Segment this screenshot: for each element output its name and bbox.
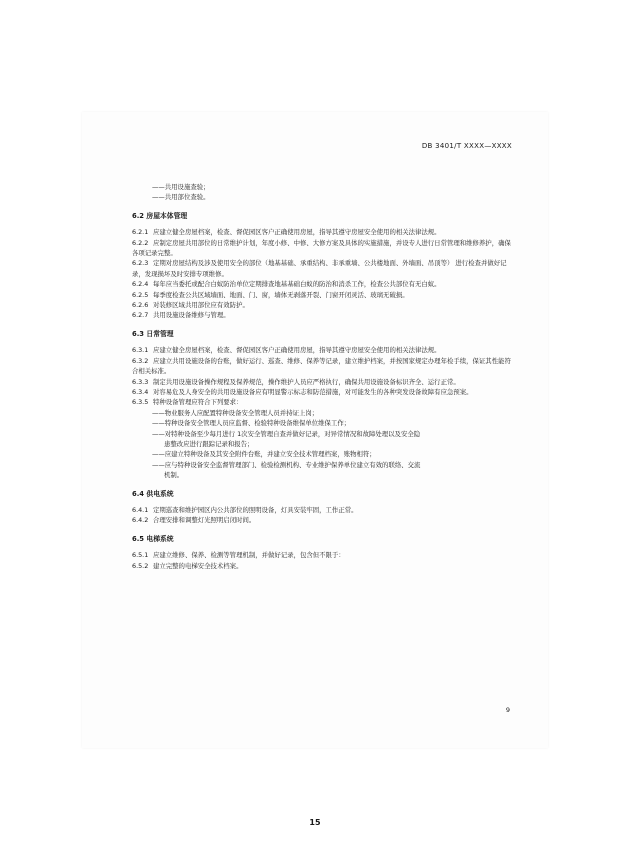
clause-text: 建立完整的电梯安全技术档案。 (153, 561, 243, 570)
page-number: 9 (505, 706, 510, 714)
clause (132, 300, 512, 310)
list-item-text: ——对特种设备至少每月进行 1次安全管理自查并做好记录，对异常情况和故障处理以及安全隐 (152, 429, 421, 438)
section-heading: 6.4 供电系统 (132, 489, 174, 498)
list-item-text: ——特种设备安全管理人员应监督、检验特种设备维保单位维保工作； (152, 419, 351, 428)
section-heading: 6.2 房屋本体管理 (132, 211, 188, 220)
clause-text: 应建立健全房屋档案，检查、督促园区客户正确使用房屋，指导其遵守房屋安全使用的相关法律法规。 (153, 346, 441, 355)
clause (132, 505, 512, 515)
clause-text: 合理安排和调整灯光照明启闭时间。 (153, 516, 256, 525)
clause-number: 6.2.3 (132, 259, 149, 268)
clause-text: 特种设备管理应符合下列要求： (153, 398, 243, 407)
clause-text: 应制定房屋共用部位的日常维护计划，年度小修、中修、大修方案及具体的实施措施，并设专人进行日常管理和维修养护，确保各项记录完整。 (132, 238, 511, 258)
clause (132, 345, 512, 355)
clause-text: 制定共用设施设备操作规程及保养规范，操作维护人员应严格执行，确保共用设施设备标识齐全、运行正常。 (153, 377, 460, 386)
clause-number: 6.2.6 (132, 301, 149, 310)
clause (132, 550, 512, 560)
clause (132, 377, 512, 387)
clause-number: 6.2.4 (132, 280, 149, 289)
clause-text: 应建立共用设施设备的台账，做好运行、巡查、维修、保养等记录，建立维护档案，并按国家规定办理年检手续，保证其性能符合相关标准。 (132, 356, 511, 376)
list-item-text: ——应与特种设备安全监督管理部门、检验检测机构、专业维护保养单位建立有效的联络、交流 (152, 460, 421, 469)
list-item: ——共用设施查验； (152, 183, 210, 191)
footer-page-number: 15 (309, 818, 321, 827)
clause-text: 应建立维修、保养、检测等管理机制，并做好记录，包含但不限于： (153, 551, 345, 560)
clause-number: 6.2.7 (132, 311, 149, 320)
section-heading: 6.5 电梯系统 (132, 534, 174, 543)
clause-number: 6.2.5 (132, 290, 149, 299)
clause (132, 561, 512, 571)
clause-text: 对容易危及人身安全的共用设施设备应有明显警示标志和防范措施，对可能发生的各种突发设备故障有应急预案。 (153, 387, 473, 396)
list-item (132, 418, 512, 428)
clause-number: 6.3.1 (132, 346, 149, 355)
list-item (132, 460, 512, 481)
clause (132, 258, 512, 279)
clause (132, 356, 512, 377)
clause-number: 6.3.5 (132, 398, 149, 407)
clause-text: 每季度检查公共区域墙面、地面、门、窗，墙体无剥落开裂、门窗开闭灵活、玻璃无破损。 (153, 290, 409, 299)
clause-text: 定期对房屋结构及涉及使用安全的部位（地基基础、承重结构、非承重墙、公共楼地面、外墙面、吊顶等） 进行检查并做好记录，发现损坏及时安排专项维修。 (132, 259, 507, 278)
list-item (132, 449, 512, 459)
clause (132, 238, 512, 259)
list-item-text: ——应建立特种设备及其安全附件台账，并建立安全技术管理档案，账物相符； (152, 450, 376, 459)
clause (132, 290, 512, 300)
section-heading: 6.3 日常管理 (132, 329, 174, 338)
clause-number: 6.5.1 (132, 551, 149, 560)
clause-number: 6.3.4 (132, 387, 149, 396)
clause-number: 6.2.2 (132, 238, 149, 247)
clause (132, 279, 512, 289)
clause (132, 515, 512, 525)
list-item-continuation: 机制。 (164, 471, 184, 480)
clause (132, 397, 512, 407)
clause-number: 6.3.3 (132, 377, 149, 386)
list-item (132, 429, 512, 450)
clause-text: 对装修区域共用部位应有效防护。 (153, 301, 249, 310)
page-content (132, 182, 512, 571)
clause (132, 227, 512, 237)
list-item (132, 408, 512, 418)
list-item: ——共用部位查验。 (152, 193, 210, 202)
list-item-continuation: 患整改应进行跟踪记录和报告； (164, 439, 254, 448)
clause-number: 6.2.1 (132, 228, 149, 237)
clause-number: 6.3.2 (132, 356, 149, 365)
clause-text: 定期巡查和维护园区内公共部位的照明设备，灯具安装牢固，工作正常。 (153, 505, 358, 514)
clause (132, 387, 512, 397)
document-page (82, 112, 548, 748)
clause-text: 共用设施设备维修与管理。 (153, 311, 230, 320)
document-number: DB 3401/T XXXX—XXXX (421, 142, 512, 150)
clause-text: 应建立健全房屋档案，检查、督促园区客户正确使用房屋，指导其遵守房屋安全使用的相关法律法规。 (153, 228, 441, 237)
clause (132, 310, 512, 320)
clause-number: 6.4.2 (132, 516, 149, 525)
clause-number: 6.4.1 (132, 505, 149, 514)
list-item-text: ——物业服务人应配置特种设备安全管理人员并持证上岗； (152, 408, 319, 417)
clause-text: 每年应当委托或配合白蚁防治单位定期排查地基基础白蚁的防治和消杀工作，检查公共部位有无白蚁。 (153, 280, 441, 289)
clause-number: 6.5.2 (132, 561, 149, 570)
